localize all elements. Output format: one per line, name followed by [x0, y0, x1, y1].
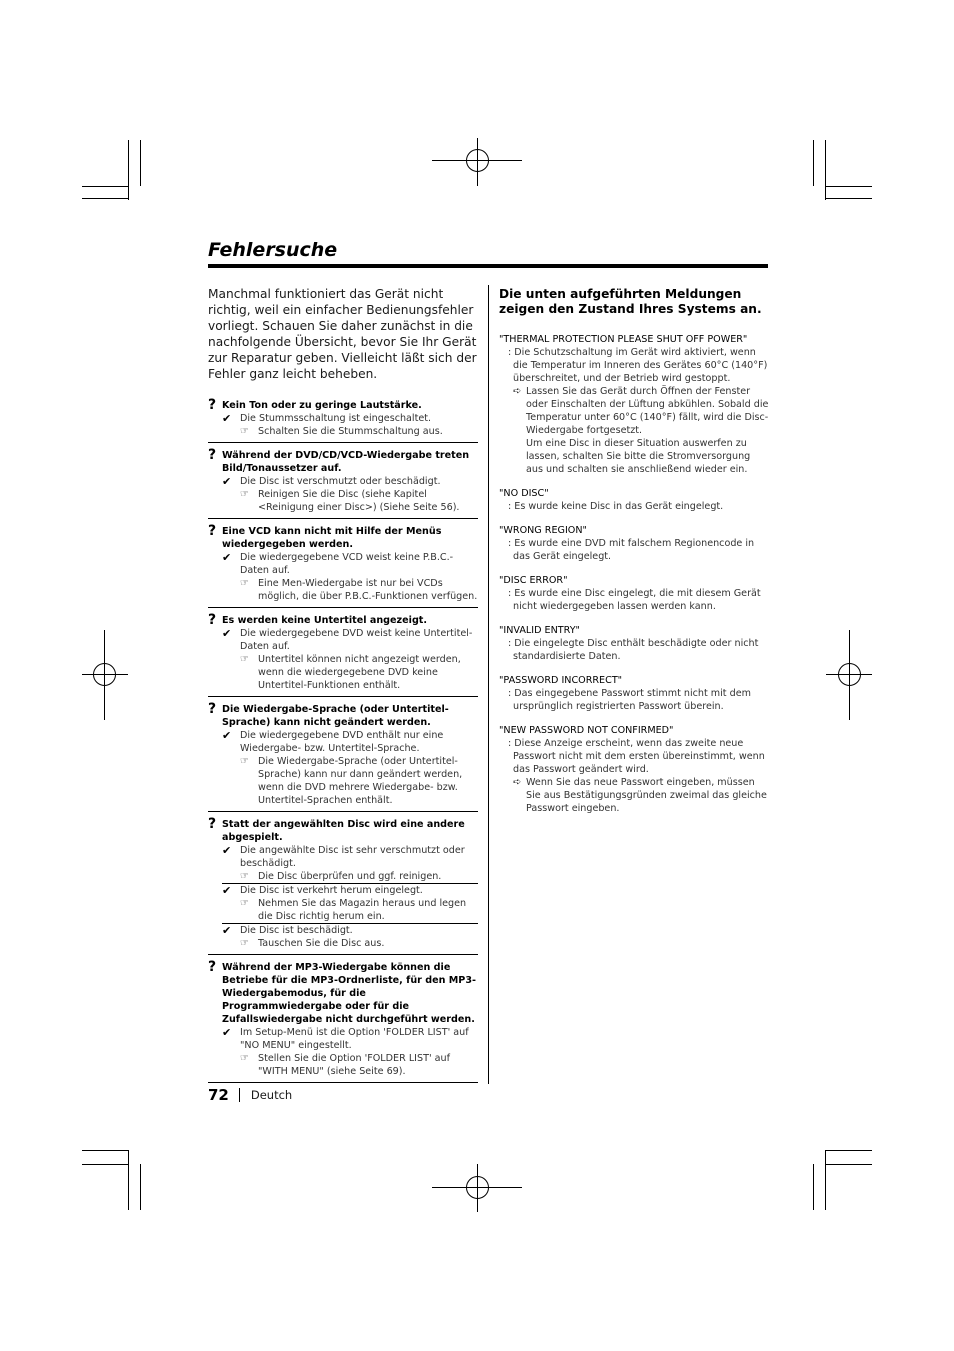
column-divider	[488, 285, 489, 1084]
intro-text: Manchmal funktioniert das Gerät nicht richtig, weil ein einfacher Bedienungsfehler vorliegt. Schauen Sie daher zunächst in die nachfolgende Übersicht, bevor Sie Ihr Gerät zur Reparatur geben. Vielleicht läßt sich der Fehler ganz leicht beheben.	[208, 287, 477, 381]
problem-item	[208, 703, 478, 812]
cause-line	[222, 412, 478, 425]
remedy-line	[240, 870, 478, 883]
message-item	[499, 487, 769, 513]
cause-block	[222, 1026, 478, 1078]
remedy-text: Untertitel können nicht angezeigt werden, wenn die wiedergegebene DVD keine Untertitel-Funktionen enthält.	[258, 654, 461, 691]
remedy-hand-icon: ☞	[240, 938, 249, 949]
check-icon: ✔	[222, 729, 232, 742]
message-item	[499, 574, 769, 613]
cause-line	[222, 844, 478, 870]
check-icon: ✔	[222, 627, 232, 640]
message-list	[499, 333, 769, 815]
remedy-line	[240, 937, 478, 950]
remedy-text: Die Wiedergabe-Sprache (oder Untertitel-Sprache) kann nur dann geändert werden, wenn die DVD mehrere Wiedergabe- bzw. Untertitel-Sprachen enthält.	[258, 756, 463, 806]
page-number: 72	[208, 1086, 229, 1104]
remedy-text: Nehmen Sie das Magazin heraus und legen die Disc richtig herum ein.	[258, 898, 467, 922]
check-icon: ✔	[222, 412, 232, 425]
cause-text: Die Disc ist verschmutzt oder beschädigt.	[240, 476, 441, 487]
remedy-hand-icon: ☞	[240, 898, 249, 909]
problem-question	[208, 961, 478, 1026]
question-icon: ?	[208, 447, 217, 463]
remedy-hand-icon: ☞	[240, 756, 249, 767]
cause-block	[222, 551, 478, 603]
cause-block	[222, 729, 478, 807]
remedy-text: Eine Men-Wiedergabe ist nur bei VCDs möglich, die über P.B.C.-Funktionen verfügen.	[258, 578, 478, 602]
message-code: "INVALID ENTRY"	[499, 625, 580, 636]
problem-item	[208, 449, 478, 519]
cause-line	[222, 924, 478, 937]
message-remedy-text: Lassen Sie das Gerät durch Öffnen der Fenster oder Einschalten der Lüftung abkühlen. Sobald die Temperatur unter 60°C (140°F) fällt, wird die Disc-Wiedergabe fortgesetzt.	[526, 386, 769, 436]
cause-line	[222, 551, 478, 577]
remedy-line	[240, 1052, 478, 1078]
remedy-text: Reinigen Sie die Disc (siehe Kapitel <Reinigung einer Disc>) (Siehe Seite 56).	[258, 489, 460, 513]
message-description: : Es wurde eine Disc eingelegt, die mit diesem Gerät nicht wiedergegeben lassen werden kann.	[508, 588, 761, 612]
problem-question	[208, 449, 478, 475]
cause-block	[222, 923, 478, 950]
cause-block	[222, 844, 478, 883]
check-icon: ✔	[222, 551, 232, 564]
message-item	[499, 524, 769, 563]
remedy-line	[240, 577, 478, 603]
message-remedy-body	[526, 385, 769, 476]
question-text: Kein Ton oder zu geringe Lautstärke.	[222, 400, 422, 411]
check-icon: ✔	[222, 844, 232, 857]
question-text: Statt der angewählten Disc wird eine andere abgespielt.	[222, 819, 465, 843]
remedy-line	[240, 425, 478, 438]
message-code: "NEW PASSWORD NOT CONFIRMED"	[499, 725, 674, 736]
question-icon: ?	[208, 816, 217, 832]
message-remedy	[499, 385, 769, 476]
arrow-icon: ➪	[513, 777, 522, 788]
problem-item	[208, 525, 478, 608]
remedy-hand-icon: ☞	[240, 578, 249, 589]
question-text: Es werden keine Untertitel angezeigt.	[222, 615, 428, 626]
cause-line	[222, 884, 478, 897]
cause-text: Die Stummsschaltung ist eingeschaltet.	[240, 413, 432, 424]
question-icon: ?	[208, 397, 217, 413]
problem-item	[208, 614, 478, 697]
check-icon: ✔	[222, 924, 232, 937]
message-description: : Die Schutzschaltung im Gerät wird aktiviert, wenn die Temperatur im Inneren des Gerätes 60°C (140°F) überschreitet, und der Betrieb wird gestoppt.	[508, 347, 768, 384]
message-code: "THERMAL PROTECTION PLEASE SHUT OFF POWER"	[499, 334, 748, 345]
troubleshooting-column	[208, 286, 478, 1089]
problem-question	[208, 399, 478, 412]
cause-line	[222, 729, 478, 755]
problem-list	[208, 399, 478, 1083]
remedy-hand-icon: ☞	[240, 1053, 249, 1064]
message-remedy-text: Wenn Sie das neue Passwort eingeben, müssen Sie aus Bestätigungsgründen zweimal das gleiche Passwort eingeben.	[526, 777, 767, 814]
question-text: Während der MP3-Wiedergabe können die Betriebe für die MP3-Ordnerliste, für den MP3-Wiedergabemodus, für die Programmwiedergabe oder für die Zufallswiedergabe nicht durchgeführt werden.	[222, 962, 477, 1025]
arrow-icon: ➪	[513, 386, 522, 397]
remedy-line	[240, 653, 478, 692]
question-icon: ?	[208, 701, 217, 717]
message-description: : Die eingelegte Disc enthält beschädigte oder nicht standardisierte Daten.	[508, 638, 759, 662]
message-description: : Es wurde eine DVD mit falschem Regionencode in das Gerät eingelegt.	[508, 538, 755, 562]
message-item	[499, 724, 769, 815]
message-remedy	[499, 776, 769, 815]
cause-block	[222, 627, 478, 692]
remedy-line	[240, 488, 478, 514]
message-item	[499, 674, 769, 713]
remedy-hand-icon: ☞	[240, 426, 249, 437]
remedy-line	[240, 755, 478, 807]
message-item	[499, 333, 769, 476]
question-text: Während der DVD/CD/VCD-Wiedergabe treten Bild/Tonaussetzer auf.	[222, 450, 470, 474]
cause-block	[222, 883, 478, 923]
cause-text: Die Disc ist verkehrt herum eingelegt.	[240, 885, 423, 896]
remedy-text: Stellen Sie die Option 'FOLDER LIST' auf "WITH MENU" (siehe Seite 69).	[258, 1053, 450, 1077]
remedy-text: Schalten Sie die Stummschaltung aus.	[258, 426, 443, 437]
message-code: "WRONG REGION"	[499, 525, 587, 536]
question-text: Die Wiedergabe-Sprache (oder Untertitel-Sprache) kann nicht geändert werden.	[222, 704, 449, 728]
message-description: : Das eingegebene Passwort stimmt nicht mit dem ursprünglich registrierten Passwort überein.	[508, 688, 751, 712]
cause-line	[222, 475, 478, 488]
cause-text: Im Setup-Menü ist die Option 'FOLDER LIST' auf "NO MENU" eingestellt.	[240, 1027, 469, 1051]
problem-item	[208, 961, 478, 1083]
page-title: Fehlersuche	[208, 239, 338, 261]
message-code: "NO DISC"	[499, 488, 549, 499]
messages-heading: Die unten aufgeführten Meldungen zeigen den Zustand Ihres Systems an.	[499, 287, 762, 316]
remedy-line	[240, 897, 478, 923]
cause-text: Die Disc ist beschädigt.	[240, 925, 353, 936]
problem-question	[208, 703, 478, 729]
question-icon: ?	[208, 523, 217, 539]
message-description: : Diese Anzeige erscheint, wenn das zweite neue Passwort nicht mit dem ersten übereinstimmt, wenn das Passwort geändert wird.	[508, 738, 765, 775]
remedy-hand-icon: ☞	[240, 871, 249, 882]
cause-text: Die angewählte Disc ist sehr verschmutzt oder beschädigt.	[240, 845, 465, 869]
cause-text: Die wiedergegebene VCD weist keine P.B.C.-Daten auf.	[240, 552, 454, 576]
message-remedy-body	[526, 776, 769, 815]
cause-text: Die wiedergegebene DVD enthält nur eine Wiedergabe- bzw. Untertitel-Sprache.	[240, 730, 444, 754]
problem-item	[208, 818, 478, 955]
check-icon: ✔	[222, 1026, 232, 1039]
question-text: Eine VCD kann nicht mit Hilfe der Menüs wiedergegeben werden.	[222, 526, 442, 550]
question-icon: ?	[208, 612, 217, 628]
cause-text: Die wiedergegebene DVD weist keine Untertitel-Daten auf.	[240, 628, 473, 652]
cause-block	[222, 412, 478, 438]
footer-separator	[239, 1088, 240, 1102]
footer-language: Deutch	[250, 1088, 293, 1102]
problem-item	[208, 399, 478, 443]
remedy-hand-icon: ☞	[240, 489, 249, 500]
title-rule	[208, 264, 768, 268]
message-code: "DISC ERROR"	[499, 575, 568, 586]
messages-column	[499, 287, 769, 826]
message-code: "PASSWORD INCORRECT"	[499, 675, 623, 686]
problem-question	[208, 614, 478, 627]
remedy-text: Tauschen Sie die Disc aus.	[258, 938, 385, 949]
message-description: : Es wurde keine Disc in das Gerät eingelegt.	[508, 501, 724, 512]
remedy-text: Die Disc überprüfen und ggf. reinigen.	[258, 871, 442, 882]
message-item	[499, 624, 769, 663]
check-icon: ✔	[222, 884, 232, 897]
problem-question	[208, 525, 478, 551]
cause-line	[222, 627, 478, 653]
remedy-hand-icon: ☞	[240, 654, 249, 665]
question-icon: ?	[208, 959, 217, 975]
problem-question	[208, 818, 478, 844]
check-icon: ✔	[222, 475, 232, 488]
cause-block	[222, 475, 478, 514]
cause-line	[222, 1026, 478, 1052]
page-footer	[208, 1086, 292, 1104]
message-remedy-text: Um eine Disc in dieser Situation auswerfen zu lassen, schalten Sie bitte die Stromversorgung aus und schalten sie anschließend wieder ein.	[526, 438, 751, 475]
